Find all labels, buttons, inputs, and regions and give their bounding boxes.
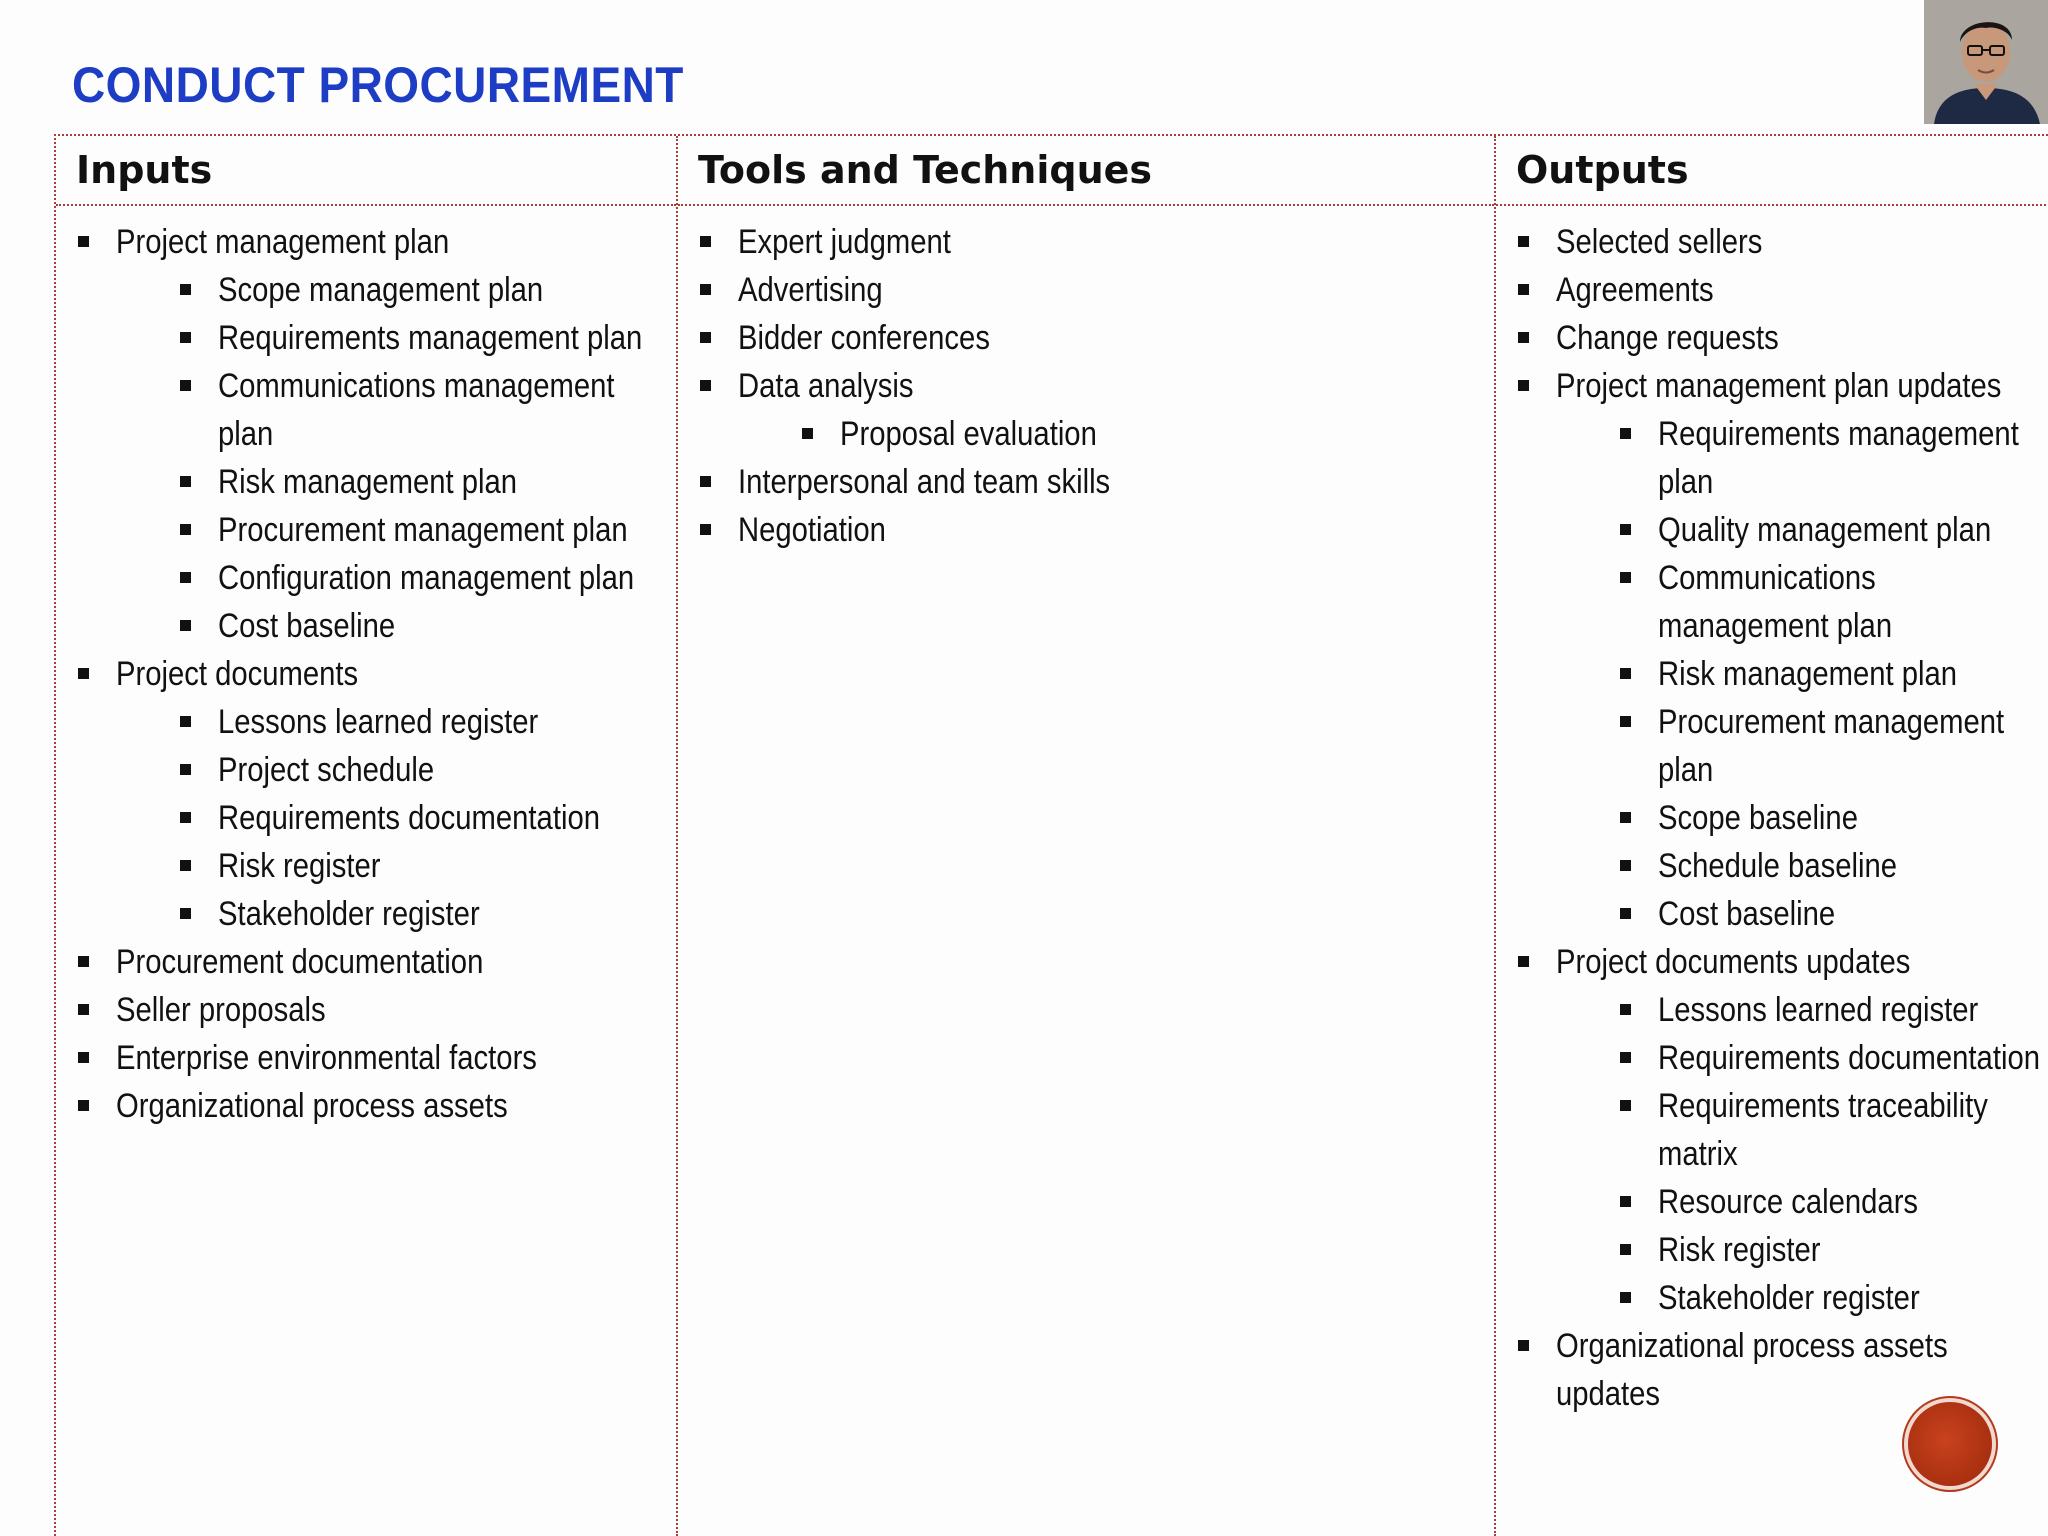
list-item-text: Interpersonal and team skills: [738, 463, 1111, 501]
list-item-text: Procurement management plan: [218, 511, 628, 549]
list-item-text: Requirements documentation: [1658, 1039, 2040, 1077]
outputs-column: [1496, 136, 2048, 1536]
sub-list-item: [1496, 794, 2048, 842]
record-button-icon[interactable]: [1908, 1402, 1992, 1486]
sub-list-item: [1496, 1274, 2048, 1322]
outputs-list: [1496, 206, 2048, 1418]
list-item-text: Expert judgment: [738, 223, 951, 261]
sub-list-item: [1496, 506, 2048, 554]
list-item: [678, 266, 1494, 314]
list-item-text: Risk management plan: [218, 463, 518, 501]
list-item: [56, 218, 676, 266]
list-item: [56, 1082, 676, 1130]
sub-list-item: [1496, 986, 2048, 1034]
sub-list-item: [678, 410, 1494, 458]
list-item-text: Selected sellers: [1556, 223, 1763, 261]
list-item-text: Lessons learned register: [218, 703, 539, 741]
list-item-text: Cost baseline: [1658, 895, 1836, 933]
inputs-header: Inputs: [56, 136, 676, 206]
list-item: [56, 650, 676, 698]
list-item-text: Change requests: [1556, 319, 1779, 357]
list-item-text: Enterprise environmental factors: [116, 1039, 537, 1077]
list-item: [56, 986, 676, 1034]
sub-list-item: [56, 362, 676, 458]
list-item-text: Project management plan updates: [1556, 367, 2002, 405]
list-item-text: Project schedule: [218, 751, 435, 789]
sub-list-item: [56, 266, 676, 314]
list-item-text: Project management plan: [116, 223, 450, 261]
list-item-text: Procurement documentation: [116, 943, 484, 981]
list-item-text: Resource calendars: [1658, 1183, 1919, 1221]
sub-list-item: [1496, 1034, 2048, 1082]
list-item-text: Scope management plan: [218, 271, 544, 309]
list-item-text: Communications management plan: [1658, 559, 1893, 645]
list-item-text: Data analysis: [738, 367, 914, 405]
sub-list-item: [1496, 698, 2048, 794]
sub-list-item: [1496, 1226, 2048, 1274]
list-item-text: Lessons learned register: [1658, 991, 1979, 1029]
list-item-text: Bidder conferences: [738, 319, 990, 357]
list-item: [678, 506, 1494, 554]
sub-list-item: [1496, 1082, 2048, 1178]
list-item-text: Procurement management plan: [1658, 703, 2005, 789]
sub-list-item: [1496, 410, 2048, 506]
sub-list-item: [56, 890, 676, 938]
list-item-text: Stakeholder register: [218, 895, 480, 933]
list-item-text: Requirements documentation: [218, 799, 600, 837]
list-item: [678, 362, 1494, 410]
sub-list-item: [1496, 1178, 2048, 1226]
list-item-text: Project documents: [116, 655, 359, 693]
list-item: [1496, 314, 2048, 362]
tools-list: [678, 206, 1494, 554]
list-item: [1496, 938, 2048, 986]
list-item-text: Requirements management plan: [218, 319, 643, 357]
list-item: [1496, 266, 2048, 314]
list-item-text: Negotiation: [738, 511, 886, 549]
tools-header: Tools and Techniques: [678, 136, 1494, 206]
sub-list-item: [56, 506, 676, 554]
sub-list-item: [56, 314, 676, 362]
list-item-text: Risk register: [218, 847, 381, 885]
list-item-text: Agreements: [1556, 271, 1714, 309]
list-item-text: Configuration management plan: [218, 559, 635, 597]
list-item-text: Organizational process assets: [116, 1087, 508, 1125]
sub-list-item: [1496, 650, 2048, 698]
sub-list-item: [56, 554, 676, 602]
inputs-list: [56, 206, 676, 1130]
list-item-text: Risk management plan: [1658, 655, 1958, 693]
list-item-text: Requirements management plan: [1658, 415, 2019, 501]
procurement-table: [54, 134, 2048, 1536]
sub-list-item: [1496, 842, 2048, 890]
list-item-text: Stakeholder register: [1658, 1279, 1920, 1317]
list-item-text: Project documents updates: [1556, 943, 1911, 981]
sub-list-item: [56, 602, 676, 650]
sub-list-item: [56, 746, 676, 794]
list-item: [56, 1034, 676, 1082]
list-item-text: Scope baseline: [1658, 799, 1858, 837]
list-item: [678, 314, 1494, 362]
presenter-avatar: [1924, 0, 2048, 124]
list-item: [678, 458, 1494, 506]
list-item-text: Quality management plan: [1658, 511, 1992, 549]
list-item: [1496, 362, 2048, 410]
list-item-text: Advertising: [738, 271, 883, 309]
inputs-column: [56, 136, 678, 1536]
presenter-avatar-icon: [1924, 0, 2048, 124]
tools-column: [678, 136, 1496, 1536]
sub-list-item: [1496, 554, 2048, 650]
sub-list-item: [56, 794, 676, 842]
sub-list-item: [56, 698, 676, 746]
list-item: [56, 938, 676, 986]
list-item: [1496, 218, 2048, 266]
list-item-text: Risk register: [1658, 1231, 1821, 1269]
list-item-text: Schedule baseline: [1658, 847, 1897, 885]
list-item: [678, 218, 1494, 266]
list-item-text: Organizational process assets updates: [1556, 1327, 1948, 1413]
list-item-text: Proposal evaluation: [840, 415, 1097, 453]
page-title: CONDUCT PROCUREMENT: [72, 57, 684, 113]
list-item-text: Communications management plan: [218, 367, 615, 453]
list-item-text: Cost baseline: [218, 607, 396, 645]
sub-list-item: [56, 842, 676, 890]
list-item-text: Seller proposals: [116, 991, 326, 1029]
list-item-text: Requirements traceability matrix: [1658, 1087, 1988, 1173]
outputs-header: Outputs: [1496, 136, 2048, 206]
sub-list-item: [56, 458, 676, 506]
sub-list-item: [1496, 890, 2048, 938]
list-item: [1496, 1322, 2048, 1418]
